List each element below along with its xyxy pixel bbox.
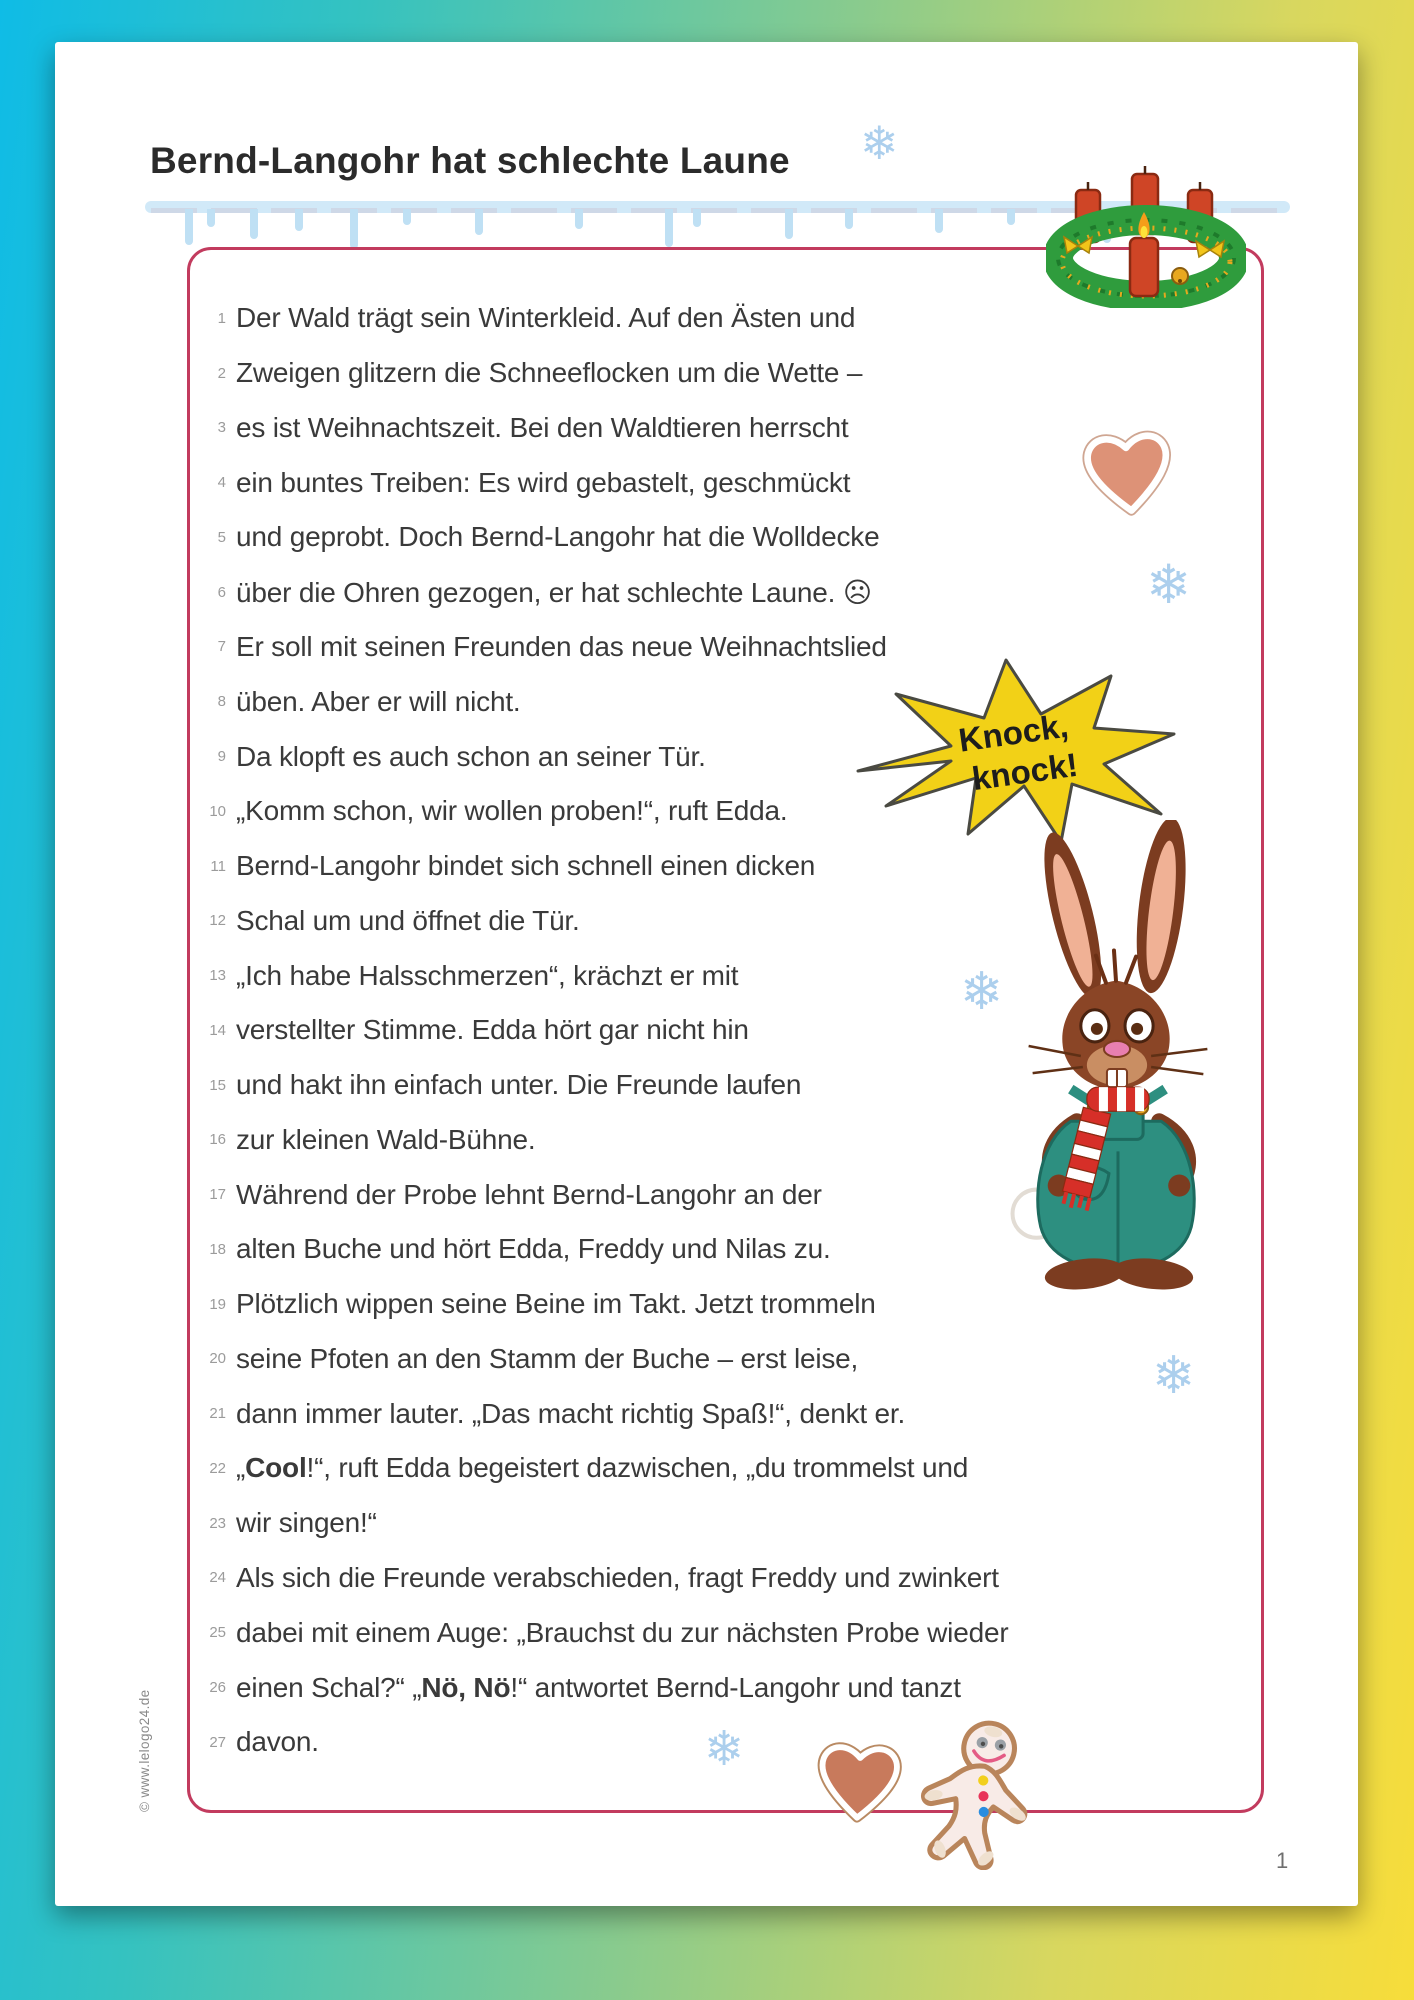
line-text: verstellter Stimme. Edda hört gar nicht hin (236, 1014, 749, 1046)
line-number: 19 (209, 1295, 226, 1313)
line-number: 23 (209, 1514, 226, 1532)
snowflake-icon: ❄ (860, 117, 899, 169)
line-number: 4 (217, 474, 226, 492)
story-line (188, 1386, 1248, 1441)
story-line (188, 1332, 1248, 1387)
line-text: dann immer lauter. „Das macht richtig Spaß!“, denkt er. (236, 1397, 906, 1429)
line-text: und hakt ihn einfach unter. Die Freunde laufen (236, 1069, 802, 1101)
line-number: 16 (209, 1131, 226, 1149)
line-text: über die Ohren gezogen, er hat schlechte Laune. ☹ (236, 576, 872, 608)
advent-wreath-illustration (1046, 150, 1246, 308)
icicle-drip (665, 209, 673, 247)
line-text: Während der Probe lehnt Bernd-Langohr an der (236, 1178, 822, 1210)
line-number: 3 (217, 419, 226, 437)
line-number: 5 (217, 528, 226, 546)
line-number: 13 (209, 967, 226, 985)
icicle-drip (185, 209, 193, 245)
line-number: 18 (209, 1240, 226, 1258)
line-text: ein buntes Treiben: Es wird gebastelt, geschmückt (236, 466, 851, 498)
line-number: 20 (209, 1350, 226, 1368)
line-number: 25 (209, 1624, 226, 1642)
line-number: 14 (209, 1021, 226, 1039)
page-title: Bernd-Langohr hat schlechte Laune (150, 140, 790, 181)
line-number: 21 (209, 1405, 226, 1423)
snowflake-icon: ❄ (960, 963, 1004, 1021)
icicle-drip (575, 209, 583, 229)
line-text: „Komm schon, wir wollen proben!“, ruft Edda. (236, 795, 788, 827)
heart-cookie-illustration (1072, 418, 1184, 525)
icicle-drip (693, 209, 701, 227)
icicle-drip (1007, 209, 1015, 225)
heart-cookie-illustration (807, 1728, 910, 1833)
copyright-text: © www.lelogo24.de (137, 1689, 152, 1812)
line-text: Plötzlich wippen seine Beine im Takt. Jetzt trommeln (236, 1288, 876, 1320)
line-number: 10 (209, 802, 226, 820)
line-number: 1 (217, 309, 226, 327)
line-text: und geprobt. Doch Bernd-Langohr hat die Wolldecke (236, 521, 880, 553)
icicle-drip (475, 209, 483, 235)
line-text: alten Buche und hört Edda, Freddy und Nilas zu. (236, 1233, 831, 1265)
line-number: 26 (209, 1679, 226, 1697)
icicle-drip (785, 209, 793, 239)
story-line (188, 565, 1248, 620)
story-line (188, 1605, 1248, 1660)
icicle-drip (845, 209, 853, 229)
line-text: Da klopft es auch schon an seiner Tür. (236, 740, 706, 772)
line-number: 17 (209, 1186, 226, 1204)
story-line (188, 1660, 1248, 1715)
line-number: 15 (209, 1076, 226, 1094)
line-text: Bernd-Langohr bindet sich schnell einen dicken (236, 850, 816, 882)
line-text: „Cool!“, ruft Edda begeistert dazwischen, „du trommelst und (236, 1452, 969, 1484)
line-text: üben. Aber er will nicht. (236, 685, 521, 717)
story-line (188, 1441, 1248, 1496)
line-text: davon. (236, 1726, 319, 1758)
story-line (188, 1496, 1248, 1551)
icicle-drip (935, 209, 943, 233)
line-text: zur kleinen Wald-Bühne. (236, 1123, 536, 1155)
page-number: 1 (1276, 1848, 1289, 1873)
line-number: 11 (210, 857, 226, 875)
line-text: Er soll mit seinen Freunden das neue Weihnachtslied (236, 630, 887, 662)
rabbit-illustration (1010, 820, 1232, 1292)
line-text: wir singen!“ (236, 1507, 377, 1539)
speech-star-text: knock! (969, 745, 1081, 798)
icicle-drip (350, 209, 358, 249)
line-number: 22 (209, 1459, 226, 1477)
line-number: 24 (209, 1569, 226, 1587)
line-text: einen Schal?“ „Nö, Nö!“ antwortet Bernd-Langohr und tanzt (236, 1671, 961, 1703)
snowflake-icon: ❄ (1146, 555, 1192, 615)
line-text: Zweigen glitzern die Schneeflocken um die Wette – (236, 357, 863, 389)
speech-star-text: Knock, (956, 706, 1071, 759)
line-text: es ist Weihnachtszeit. Bei den Waldtieren herrscht (236, 411, 849, 443)
story-line (188, 346, 1248, 401)
story-line (188, 1551, 1248, 1606)
line-number: 6 (217, 583, 226, 601)
line-text: Der Wald trägt sein Winterkleid. Auf den Ästen und (236, 302, 856, 334)
line-number: 9 (217, 748, 226, 765)
line-number: 8 (217, 693, 226, 711)
line-text: Schal um und öffnet die Tür. (236, 904, 580, 936)
line-number: 12 (209, 912, 226, 930)
icicle-drip (207, 209, 215, 227)
line-text: Als sich die Freunde verabschieden, fragt Freddy und zwinkert (236, 1561, 999, 1593)
line-text: „Ich habe Halsschmerzen“, krächzt er mit (236, 959, 739, 991)
snowflake-icon: ❄ (704, 1723, 745, 1776)
story-line (188, 1715, 1248, 1770)
line-text: seine Pfoten an den Stamm der Buche – erst leise, (236, 1342, 859, 1374)
line-number: 7 (217, 638, 226, 656)
icicle-drip (295, 209, 303, 231)
icicle-drip (250, 209, 258, 239)
knock-knock-speech-star (856, 656, 1176, 846)
line-number: 27 (209, 1733, 226, 1751)
icicle-drip (403, 209, 411, 225)
line-text: dabei mit einem Auge: „Brauchst du zur nächsten Probe wieder (236, 1616, 1009, 1648)
line-number: 2 (217, 364, 226, 382)
gingerbread-man-illustration (916, 1718, 1050, 1870)
snowflake-icon: ❄ (1152, 1347, 1196, 1405)
